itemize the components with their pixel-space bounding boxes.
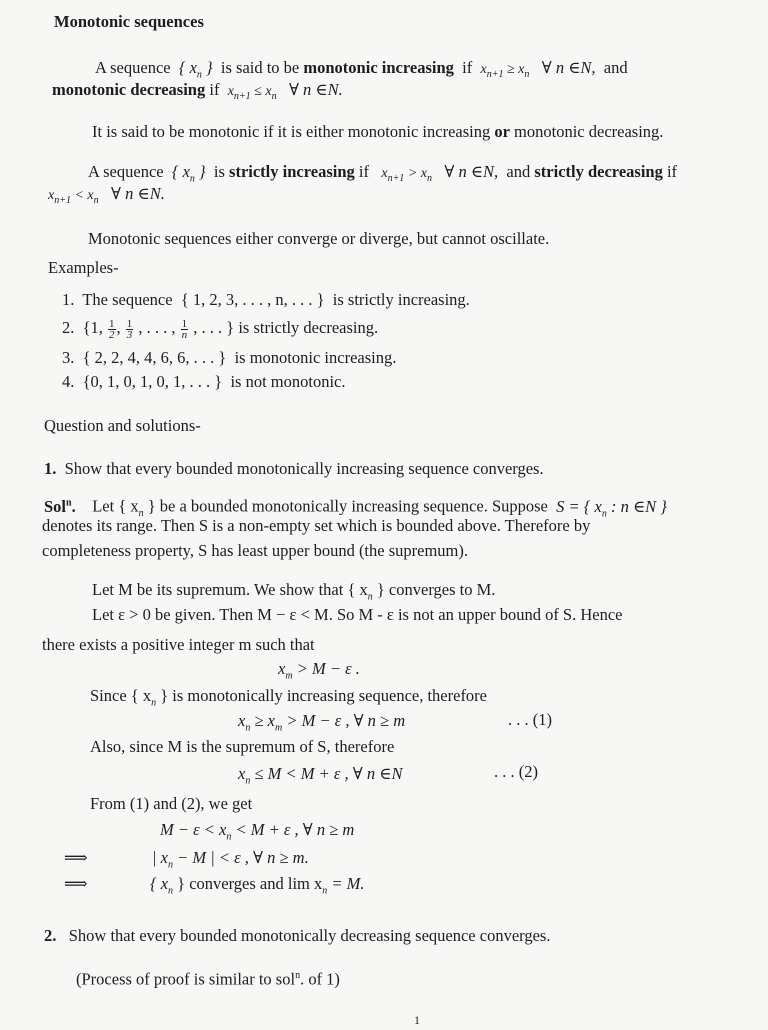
question-2: 2. Show that every bounded monotonically decreasing sequence converges. <box>44 926 551 945</box>
implies-icon: ⟹ <box>64 848 88 867</box>
solution-line-8: Also, since M is the supremum of S, therefore <box>90 737 395 756</box>
implies-icon: ⟹ <box>64 874 88 893</box>
equation-1: $x_n \ge x_m > M - \varepsilon$ , ∀ n ≥ m <box>238 711 406 734</box>
definition-monotonic-line-2: monotonic decreasing if $x_{n+1} \le x_n$ ∀ n ∈N. <box>52 80 343 102</box>
examples-heading: Examples- <box>48 258 119 277</box>
equation-xm: $x_m > M - \varepsilon$ . <box>278 659 360 682</box>
example-item: 3. { 2, 2, 4, 4, 6, 6, . . . } is monotonic increasing. <box>62 348 397 367</box>
page-title: Monotonic sequences <box>54 12 204 31</box>
equation-abs: | $x_n - M$ | < ε , ∀ n ≥ m. <box>152 848 309 871</box>
definition-monotonic-either: It is said to be monotonic if it is either monotonic increasing or monotonic decreasing. <box>92 122 664 141</box>
equation-2: $x_n \le M < M + \varepsilon$ , ∀ n ∈N <box>238 764 403 787</box>
definition-monotonic-line-1: A sequence { $x_n$ } is said to be monotonic increasing if $x_{n+1} \ge x_n$ ∀ n ∈N, and <box>95 58 628 81</box>
example-item: 2. {1, $\frac{1}{2}$ , $\frac{1}{3}$ , . . . , $\frac{1}{n}$ , . . . } is strictly decreasing. <box>62 317 379 341</box>
question-1: 1. Show that every bounded monotonically increasing sequence converges. <box>44 459 544 478</box>
solution-line-6: there exists a positive integer m such that <box>42 635 315 654</box>
solution-line-9: From (1) and (2), we get <box>90 794 253 813</box>
equation-2-tag: . . . (2) <box>494 762 538 781</box>
definition-strict-line-1: A sequence { $x_n$ } is strictly increasing if $x_{n+1} > x_n$ ∀ n ∈N, and strictly decreasing if <box>88 162 678 185</box>
solution-line-3: completeness property, S has least upper bound (the supremum). <box>42 541 468 560</box>
solution-line-5: Let ε > 0 be given. Then M − ε < M. So M - ε is not an upper bound of S. Hence <box>92 605 623 624</box>
questions-heading: Question and solutions- <box>44 416 201 435</box>
definition-strict-line-2: $x_{n+1} < x_n$ ∀ n ∈N. <box>48 184 165 206</box>
example-item: 4. {0, 1, 0, 1, 0, 1, . . . } is not monotonic. <box>62 372 346 391</box>
solution-line-2: denotes its range. Then S is a non-empty set which is bounded above. Therefore by <box>42 516 591 535</box>
page-number: 1 <box>414 1013 420 1027</box>
equation-combined: $M - \varepsilon < x_n < M + \varepsilon$ , ∀ n ≥ m <box>160 820 355 843</box>
question-2-note: (Process of proof is similar to sol$^n$. of 1) <box>76 969 340 989</box>
example-item: 1. The sequence { 1, 2, 3, . . . , n, . . . } is strictly increasing. <box>62 290 470 309</box>
solution-line-7: Since { $x_n$ } is monotonically increasing sequence, therefore <box>90 686 488 709</box>
solution-line-1: Sol$^n$. Let { $x_n$ } be a bounded monotonically increasing sequence. Suppose S = { $x_n$ : n ∈N } <box>44 496 667 519</box>
solution-line-4: Let M be its supremum. We show that { $x_n$ } converges to M. <box>92 580 496 603</box>
equation-conclusion: { $x_n$ } converges and $\lim x_n = M$. <box>150 874 365 897</box>
equation-1-tag: . . . (1) <box>508 710 552 729</box>
monotonic-convergence-note: Monotonic sequences either converge or diverge, but cannot oscillate. <box>88 229 550 248</box>
